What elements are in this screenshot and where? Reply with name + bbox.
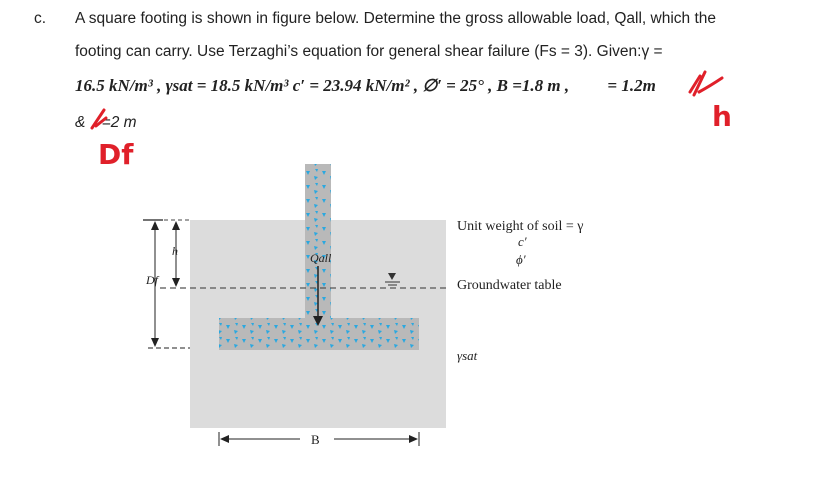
df-label: Df <box>146 273 158 287</box>
problem-line-1: A square footing is shown in figure below. Determine the gross allowable load, Qall, which the <box>75 10 717 27</box>
q-label: Qall <box>310 251 332 265</box>
phi-label: ϕ′ <box>516 252 526 267</box>
given-values: 16.5 kN/m³ , γsat = 18.5 kN/m³ c′ = 23.94 kN/m² , ∅′ = 25° , B =1.8 m , <box>75 76 574 95</box>
handwritten-h: h <box>712 100 732 133</box>
gamma-sat-label: γsat <box>457 348 478 363</box>
gwt-label: Groundwater table <box>457 278 562 293</box>
handwritten-df: Df <box>98 138 134 171</box>
unit-weight-label: Unit weight of soil = γ <box>457 219 584 234</box>
h-label: h <box>172 244 178 258</box>
problem-line-2: footing can carry. Use Terzaghi’s equation for general shear failure (Fs = 3). Given:γ = <box>75 43 663 60</box>
problem-label: c. <box>34 10 47 27</box>
given-df-value: =2 m <box>101 114 137 131</box>
b-label: B <box>311 432 320 447</box>
c-label: c′ <box>518 234 527 249</box>
ampersand: & <box>75 114 90 131</box>
given-h-value: = 1.2m <box>607 76 656 95</box>
